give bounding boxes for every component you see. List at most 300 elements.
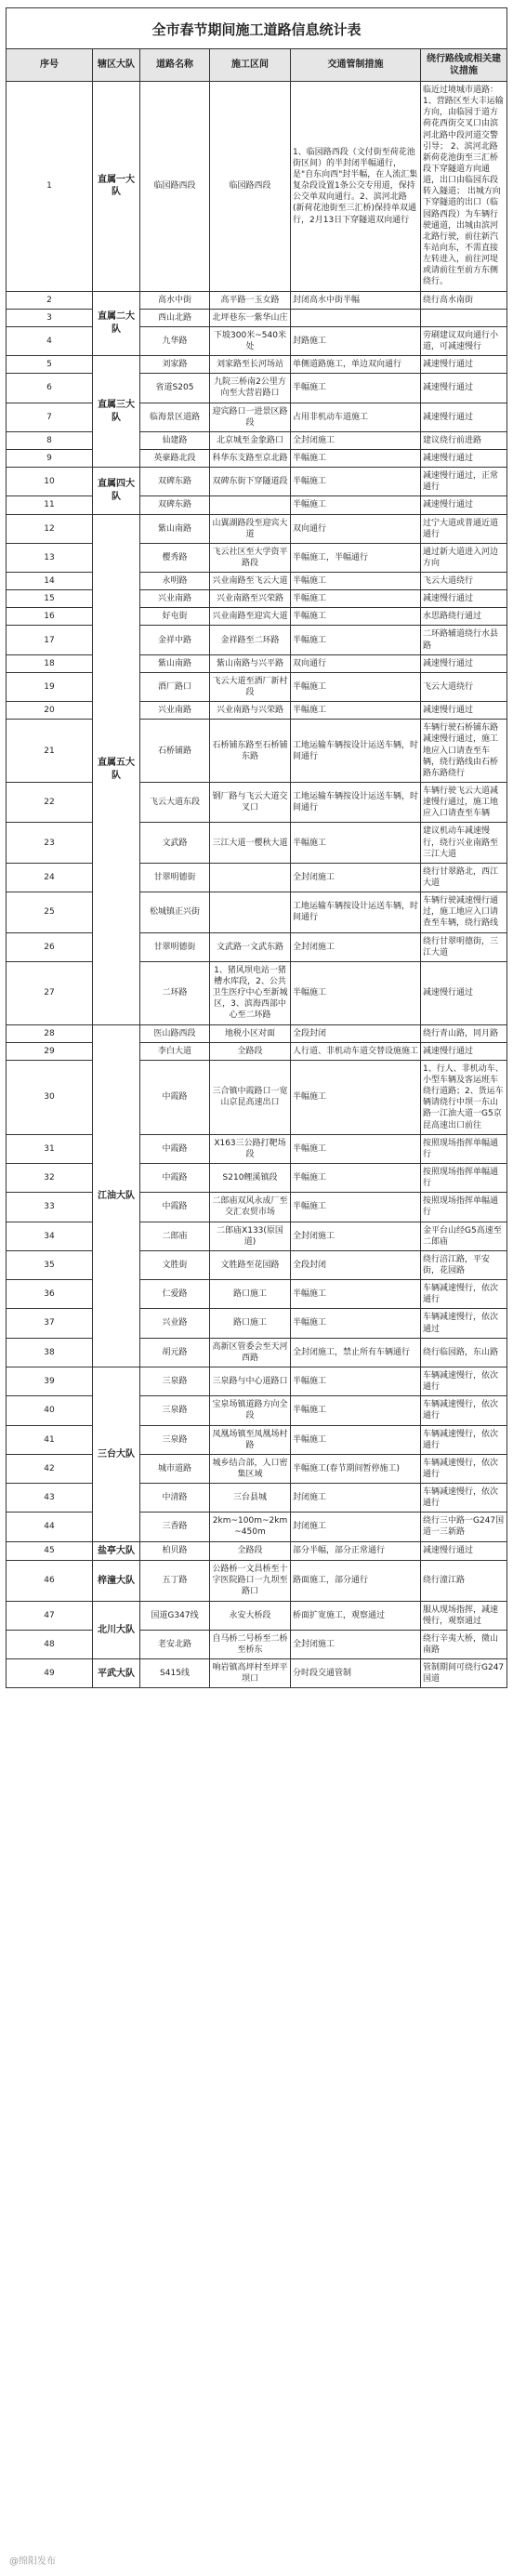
table-row (7, 626, 507, 654)
cell-range (210, 892, 291, 932)
table-row (7, 1250, 507, 1279)
cell-road: 三泉路 (140, 1367, 210, 1395)
table-row (7, 608, 507, 626)
cell-team: 江油大队 (93, 1024, 140, 1367)
cell-no: 2 (7, 291, 93, 309)
cell-road: 柏贝路 (140, 1541, 210, 1561)
cell-control: 全封闭施工 (291, 863, 421, 892)
table-row (7, 1193, 507, 1222)
cell-range: 全路段 (210, 1042, 291, 1060)
cell-control: 封闭施工 (291, 1513, 421, 1541)
cell-no: 38 (7, 1338, 93, 1367)
cell-team: 三台大队 (93, 1367, 140, 1541)
cell-road: 紫山南路 (140, 654, 210, 672)
table-row (7, 1280, 507, 1309)
cell-no: 1 (7, 82, 93, 292)
cell-range: 响岩镇高坪村至坪平坝口 (210, 1659, 291, 1688)
cell-detour: 过宁大道或普通近道通行 (421, 514, 507, 543)
cell-no: 43 (7, 1484, 93, 1513)
cell-control: 半幅施工 (291, 1163, 421, 1192)
cell-detour: 车辆减速慢行，依次通行 (421, 1280, 507, 1309)
cell-road: 松城镇正兴街 (140, 892, 210, 932)
cell-control: 半幅施工 (291, 702, 421, 720)
table-row (7, 892, 507, 932)
cell-detour: 绕行临园路，东山路 (421, 1338, 507, 1367)
cell-road: 中霞路 (140, 1060, 210, 1134)
table-row (7, 1396, 507, 1425)
cell-detour: 建议机动车减速慢行，绕行兴业南路至三江大道 (421, 823, 507, 863)
cell-detour: 减速慢行通过 (421, 496, 507, 514)
cell-road: 甘翠明德街 (140, 932, 210, 961)
cell-control: 全段封闭 (291, 1250, 421, 1279)
table-header-row (7, 49, 507, 82)
cell-road: 飞云大道东段 (140, 783, 210, 823)
table-row (7, 672, 507, 701)
cell-detour: 绕行甘翠明德街，三江大道 (421, 932, 507, 961)
cell-no: 6 (7, 374, 93, 403)
cell-road: 省道S205 (140, 374, 210, 403)
cell-road: 西山北路 (140, 309, 210, 326)
cell-control: 半幅施工 (291, 1396, 421, 1425)
cell-road: 老安北路 (140, 1630, 210, 1658)
cell-road: S415线 (140, 1659, 210, 1688)
cell-detour: 车辆减速慢行，依次通过 (421, 1309, 507, 1338)
cell-range: 兴业南路至飞云大道 (210, 573, 291, 590)
cell-road: 李白大道 (140, 1042, 210, 1060)
cell-no: 49 (7, 1659, 93, 1688)
cell-range: 路口施工 (210, 1280, 291, 1309)
table-row (7, 374, 507, 403)
cell-control: 半幅施工 (291, 374, 421, 403)
cell-road: 仁爱路 (140, 1280, 210, 1309)
table-row (7, 1222, 507, 1250)
table-row (7, 1042, 507, 1060)
table-row (7, 431, 507, 449)
cell-no: 21 (7, 720, 93, 783)
cell-detour: 减速慢行通过 (421, 590, 507, 608)
table-row (7, 1601, 507, 1630)
cell-team: 直属四大队 (93, 468, 140, 514)
cell-range: 北京城至金象路口 (210, 431, 291, 449)
cell-road: 仙建路 (140, 431, 210, 449)
cell-control: 全封闭施工，禁止所有车辆通行 (291, 1338, 421, 1367)
cell-range: 自马桥二号桥至二桥至桥东 (210, 1630, 291, 1658)
cell-detour: 绕行涪江路，平安街，花园路 (421, 1250, 507, 1279)
cell-range: 三江大道一樱秋大道 (210, 823, 291, 863)
cell-detour: 车辆减速慢行，依次通行 (421, 1367, 507, 1395)
cell-no: 33 (7, 1193, 93, 1222)
table-row (7, 590, 507, 608)
watermark: @绵阳发布 (9, 2556, 56, 2567)
cell-no: 7 (7, 403, 93, 431)
cell-road: 三香路 (140, 1513, 210, 1541)
cell-road: 永明路 (140, 573, 210, 590)
header-road: 道路名称 (140, 49, 210, 82)
cell-detour: 车辆减速慢行，依次通行 (421, 1425, 507, 1454)
cell-road: 中清路 (140, 1484, 210, 1513)
cell-range: 金祥路至二环路 (210, 626, 291, 654)
cell-control: 封闭高水中街半幅 (291, 291, 421, 309)
table-row (7, 1367, 507, 1395)
cell-control: 工地运输车辆按设计运送车辆，时间通行 (291, 892, 421, 932)
cell-road: 中霞路 (140, 1193, 210, 1222)
cell-no: 44 (7, 1513, 93, 1541)
cell-no: 27 (7, 961, 93, 1024)
cell-control: 半幅施工 (291, 1367, 421, 1395)
cell-no: 11 (7, 496, 93, 514)
cell-no: 18 (7, 654, 93, 672)
cell-control: 路面施工，部分通行 (291, 1561, 421, 1601)
header-detour: 绕行路线或相关建议措施 (421, 49, 507, 82)
cell-road: 高水中街 (140, 291, 210, 309)
cell-road: 双碑东路 (140, 468, 210, 496)
cell-detour: 车辆行驶减速慢行通过，施工地应入口请查至车辆，绕行路线 (421, 892, 507, 932)
cell-road: 临海景区道路 (140, 403, 210, 431)
cell-team: 直属二大队 (93, 291, 140, 356)
cell-range: 宝泉场镇道路方向全段 (210, 1396, 291, 1425)
header-no: 序号 (7, 49, 93, 82)
cell-control: 半幅施工 (291, 590, 421, 608)
table-row (7, 309, 507, 326)
cell-range: 下坡300米~540米处 (210, 326, 291, 355)
cell-range: 兴业南路与兴荣路 (210, 702, 291, 720)
cell-range: 路口施工 (210, 1309, 291, 1338)
cell-range (210, 863, 291, 892)
cell-detour: 绕行辛夷大桥，微山南路 (421, 1630, 507, 1658)
cell-control: 半幅施工 (291, 468, 421, 496)
cell-team: 直属五大队 (93, 514, 140, 1024)
construction-table (6, 48, 507, 1688)
cell-detour: 按照现场指挥单幅通行 (421, 1134, 507, 1163)
cell-no: 45 (7, 1541, 93, 1561)
cell-road: 中霞路 (140, 1134, 210, 1163)
cell-no: 15 (7, 590, 93, 608)
table-row (7, 1659, 507, 1688)
cell-range: 1、猪风坝电站一猪槽水库段，2、公共卫生医疗中心至新城区，3、滨海西部中心至二环路 (210, 961, 291, 1024)
cell-range: 文胜路至花园路 (210, 1250, 291, 1279)
table-row (7, 403, 507, 431)
cell-road: 兴业南路 (140, 702, 210, 720)
cell-range: 二郎庙双风永成厂至交汇农贸市场 (210, 1193, 291, 1222)
cell-range: 临园路西段 (210, 82, 291, 292)
cell-no: 31 (7, 1134, 93, 1163)
cell-detour: 车辆减速慢行，依次通行 (421, 1454, 507, 1483)
cell-range: 全路段 (210, 1541, 291, 1561)
cell-no: 23 (7, 823, 93, 863)
table-row (7, 654, 507, 672)
cell-control: 半幅施工 (291, 1060, 421, 1134)
header-team: 辖区大队 (93, 49, 140, 82)
cell-range: 钢厂路与飞云大道交叉口 (210, 783, 291, 823)
cell-road: 二郎庙 (140, 1222, 210, 1250)
table-row (7, 496, 507, 514)
cell-road: 城市道路 (140, 1454, 210, 1483)
cell-detour: 车辆行驶飞云大道减速慢行通过，施工地应入口请查至车辆 (421, 783, 507, 823)
cell-control: 人行道、非机动车道交替设施施工 (291, 1042, 421, 1060)
cell-road: 九华路 (140, 326, 210, 355)
table-row (7, 783, 507, 823)
cell-no: 36 (7, 1280, 93, 1309)
cell-range: 飞云社区至大学资平路段 (210, 543, 291, 572)
table-row (7, 1513, 507, 1541)
cell-control: 全封闭施工 (291, 1630, 421, 1658)
table-row (7, 961, 507, 1024)
cell-detour: 1、行人、非机动车、小型车辆及客运班车绕行道路；2、货运车辆请绕行中坝一东山路一江油大道一G5京昆高速出口前往 (421, 1060, 507, 1134)
cell-detour: 车辆行驶石桥铺东路减速慢行通过，施工地应入口请查至车辆，绕行路线由石桥路东路绕行 (421, 720, 507, 783)
cell-range: 兴业南路至迎宾大道 (210, 608, 291, 626)
table-row (7, 1060, 507, 1134)
table-row (7, 468, 507, 496)
cell-detour: 按照现场指挥单幅通行 (421, 1193, 507, 1222)
cell-road: 双碑东路 (140, 496, 210, 514)
cell-range: 山翼湖路段至迎宾大道 (210, 514, 291, 543)
cell-control: 半幅施工 (291, 449, 421, 467)
cell-team: 盐亭大队 (93, 1541, 140, 1561)
table-row (7, 573, 507, 590)
cell-road: 樱秀路 (140, 543, 210, 572)
cell-no: 46 (7, 1561, 93, 1601)
cell-detour: 绕行三中路一G247国道一三新路 (421, 1513, 507, 1541)
page-title: 全市春节期间施工道路信息统计表 (6, 7, 507, 48)
cell-detour: 服从现场指挥，减速慢行，观察通过 (421, 1601, 507, 1630)
cell-no: 3 (7, 309, 93, 326)
cell-road: 国道G347线 (140, 1601, 210, 1630)
table-row (7, 1454, 507, 1483)
cell-no: 39 (7, 1367, 93, 1395)
cell-range: 永安大桥段 (210, 1601, 291, 1630)
cell-control: 双向通行 (291, 654, 421, 672)
cell-range: 高新区管委会至天河西路 (210, 1338, 291, 1367)
cell-control: 半幅施工 (291, 608, 421, 626)
header-range: 施工区间 (210, 49, 291, 82)
cell-range (210, 496, 291, 514)
table-row (7, 863, 507, 892)
cell-range: 迎宾路口一进景区路段 (210, 403, 291, 431)
cell-detour: 减速慢行通过 (421, 961, 507, 1024)
cell-no: 30 (7, 1060, 93, 1134)
table-body (7, 82, 507, 1688)
cell-road: 五丁路 (140, 1561, 210, 1601)
table-row (7, 823, 507, 863)
cell-range: 三台县城 (210, 1484, 291, 1513)
cell-detour: 通过新大道进入河边方向 (421, 543, 507, 572)
cell-control: 双向通行 (291, 514, 421, 543)
table-row (7, 82, 507, 292)
cell-road: 临园路西段 (140, 82, 210, 292)
table-row (7, 1630, 507, 1658)
cell-no: 19 (7, 672, 93, 701)
cell-detour: 管制期间可绕行G247国道 (421, 1659, 507, 1688)
cell-range: 北坪巷东一紫华山庄 (210, 309, 291, 326)
cell-range: 双碑东街下穿隧道段 (210, 468, 291, 496)
cell-road: 石桥铺路 (140, 720, 210, 783)
cell-detour (421, 309, 507, 326)
cell-range: 科华东支路至京北路 (210, 449, 291, 467)
cell-control: 半幅施工 (291, 1134, 421, 1163)
table-row (7, 543, 507, 572)
cell-detour: 按照现场指挥单幅通行 (421, 1163, 507, 1192)
cell-road: 中霞路 (140, 1163, 210, 1192)
cell-control: 半幅施工 (291, 1280, 421, 1309)
cell-no: 47 (7, 1601, 93, 1630)
cell-detour: 减速慢行通过 (421, 1042, 507, 1060)
table-row (7, 932, 507, 961)
cell-detour: 减速慢行通过 (421, 403, 507, 431)
cell-control: 半幅施工(春节期间暂停施工) (291, 1454, 421, 1483)
cell-control: 部分半幅，部分正常通行 (291, 1541, 421, 1561)
table-row (7, 291, 507, 309)
cell-no: 9 (7, 449, 93, 467)
cell-control: 半幅施工 (291, 1309, 421, 1338)
cell-range: 二郎庙X133(原国道) (210, 1222, 291, 1250)
cell-control: 封路施工 (291, 326, 421, 355)
cell-range: 2km~100m~2km~450m (210, 1513, 291, 1541)
cell-detour: 减速慢行通过 (421, 374, 507, 403)
table-row (7, 1338, 507, 1367)
cell-road: 好屯街 (140, 608, 210, 626)
cell-road: 酒厂路口 (140, 672, 210, 701)
table-row (7, 1561, 507, 1601)
cell-road: 兴业南路 (140, 590, 210, 608)
cell-control: 半幅施工 (291, 672, 421, 701)
cell-no: 48 (7, 1630, 93, 1658)
cell-no: 12 (7, 514, 93, 543)
cell-road: 甘翠明德街 (140, 863, 210, 892)
cell-detour: 劳刷建议双向通行小道，可减速慢行 (421, 326, 507, 355)
cell-range: 高平路一玉女路 (210, 291, 291, 309)
cell-detour: 减速慢行通过 (421, 356, 507, 374)
table-row (7, 326, 507, 355)
cell-detour: 绕行高水南街 (421, 291, 507, 309)
table-row (7, 1425, 507, 1454)
table-row (7, 1163, 507, 1192)
cell-detour: 绕行潼江路 (421, 1561, 507, 1601)
cell-control: 半幅施工 (291, 1193, 421, 1222)
cell-road: 三泉路 (140, 1396, 210, 1425)
cell-control: 半幅施工 (291, 626, 421, 654)
cell-team: 平武大队 (93, 1659, 140, 1688)
cell-control: 占用非机动车道施工 (291, 403, 421, 431)
cell-team: 北川大队 (93, 1601, 140, 1659)
cell-no: 10 (7, 468, 93, 496)
cell-road: 金祥中路 (140, 626, 210, 654)
cell-detour: 建议绕行前进路 (421, 431, 507, 449)
cell-range: 飞云大道至酒厂新村段 (210, 672, 291, 701)
cell-no: 20 (7, 702, 93, 720)
cell-range: 文武路一文武东路 (210, 932, 291, 961)
table-row (7, 514, 507, 543)
cell-range: 三泉路与中心道路口 (210, 1367, 291, 1395)
cell-control: 半幅施工 (291, 823, 421, 863)
cell-range: S210鲤溪镇段 (210, 1163, 291, 1192)
cell-control: 全封闭施工 (291, 932, 421, 961)
cell-detour: 减速慢行通过 (421, 654, 507, 672)
cell-road: 胡元路 (140, 1338, 210, 1367)
cell-team: 直属一大队 (93, 82, 140, 292)
cell-no: 29 (7, 1042, 93, 1060)
cell-control: 半幅施工 (291, 1425, 421, 1454)
cell-control: 封闭施工 (291, 1484, 421, 1513)
cell-road: 三泉路 (140, 1425, 210, 1454)
cell-control (291, 309, 421, 326)
cell-control: 全封闭施工 (291, 1222, 421, 1250)
cell-detour: 减速慢行通过，正常通行 (421, 468, 507, 496)
cell-control: 半幅施工 (291, 961, 421, 1024)
cell-road: 二环路 (140, 961, 210, 1024)
cell-road: 刘家路 (140, 356, 210, 374)
cell-range: 凤凰场镇至凤凰场村路 (210, 1425, 291, 1454)
cell-no: 4 (7, 326, 93, 355)
cell-no: 17 (7, 626, 93, 654)
cell-road: 兴业路 (140, 1309, 210, 1338)
cell-detour: 水思路绕行通过 (421, 608, 507, 626)
cell-road: 紫山南路 (140, 514, 210, 543)
cell-no: 14 (7, 573, 93, 590)
cell-detour: 减速慢行通过 (421, 702, 507, 720)
cell-range: 城乡结合部，人口密集区域 (210, 1454, 291, 1483)
cell-control: 分时段交通管制 (291, 1659, 421, 1688)
table-row (7, 720, 507, 783)
cell-road: 医山路西段 (140, 1024, 210, 1042)
cell-control: 半幅施工 (291, 573, 421, 590)
table-row (7, 1134, 507, 1163)
cell-no: 42 (7, 1454, 93, 1483)
cell-range: 公路桥一文昌桥至十字医院路口一九坝至路口 (210, 1561, 291, 1601)
cell-detour: 减速慢行通过 (421, 449, 507, 467)
cell-detour: 绕行甘翠路北，西江大道 (421, 863, 507, 892)
cell-control: 全封闭施工 (291, 431, 421, 449)
cell-no: 37 (7, 1309, 93, 1338)
cell-detour: 减速慢行通过 (421, 1541, 507, 1561)
cell-detour: 车辆减速慢行，依次通行 (421, 1396, 507, 1425)
cell-control: 桥面扩宽施工，观察通过 (291, 1601, 421, 1630)
table-row (7, 1309, 507, 1338)
cell-no: 26 (7, 932, 93, 961)
table-row (7, 449, 507, 467)
cell-no: 16 (7, 608, 93, 626)
cell-control: 工地运输车辆按设计运送车辆，时间通行 (291, 783, 421, 823)
cell-detour: 二环路辅道绕行水县路 (421, 626, 507, 654)
cell-range: 石桥铺东路至石桥铺东路 (210, 720, 291, 783)
table-row (7, 702, 507, 720)
cell-detour: 绕行青山路，同月路 (421, 1024, 507, 1042)
cell-control: 1、临园路西段（文付街至荷花池街区间）的半封闭半幅通行，是"自东向西"封半幅，在人流汇集复杂段设置1条公交专用道，保持公交单双向通行。2、滨河北路(新荷花池街至三汇桥)保持单双通行，2月13日下穿隧道双向通行 (291, 82, 421, 292)
cell-detour: 飞云大道绕行 (421, 573, 507, 590)
cell-range: X163三公路打靶场段 (210, 1134, 291, 1163)
cell-detour: 金平台山经G5高速至二郎庙 (421, 1222, 507, 1250)
cell-road: 文胜街 (140, 1250, 210, 1279)
cell-no: 25 (7, 892, 93, 932)
cell-range: 紫山南路与兴平路 (210, 654, 291, 672)
cell-no: 32 (7, 1163, 93, 1192)
cell-no: 8 (7, 431, 93, 449)
header-control: 交通管制措施 (291, 49, 421, 82)
cell-no: 28 (7, 1024, 93, 1042)
cell-range: 三合镇中霞路口一宽山京昆高速出口 (210, 1060, 291, 1134)
cell-detour: 临近过境城市道路： 1、营路区至大丰运输方向，由临园于道方荷花西街交叉口由滨河北路中段河道交警引导； 2、滨河北路新荷花池街至三汇桥段下穿隧道方向通道，出口由临园东段转入隧道； 出城方向下穿隧道的出口（临园路西段）为车辆行驶通道，出城由滨河北路行驶，前往新汽车站向东，不需直接左转进入，前往河堤或请前往至前方东侧绕行。 (421, 82, 507, 292)
table-row (7, 1024, 507, 1042)
table-row (7, 1541, 507, 1561)
cell-no: 5 (7, 356, 93, 374)
cell-no: 40 (7, 1396, 93, 1425)
cell-range: 刘家路至长河场站 (210, 356, 291, 374)
table-row (7, 356, 507, 374)
cell-range: 九院三桥南2公里方向至大营岩路口 (210, 374, 291, 403)
cell-control: 全段封闭 (291, 1024, 421, 1042)
cell-control: 工地运输车辆按设计运送车辆，时间通行 (291, 720, 421, 783)
cell-road: 英豪路北段 (140, 449, 210, 467)
cell-no: 13 (7, 543, 93, 572)
